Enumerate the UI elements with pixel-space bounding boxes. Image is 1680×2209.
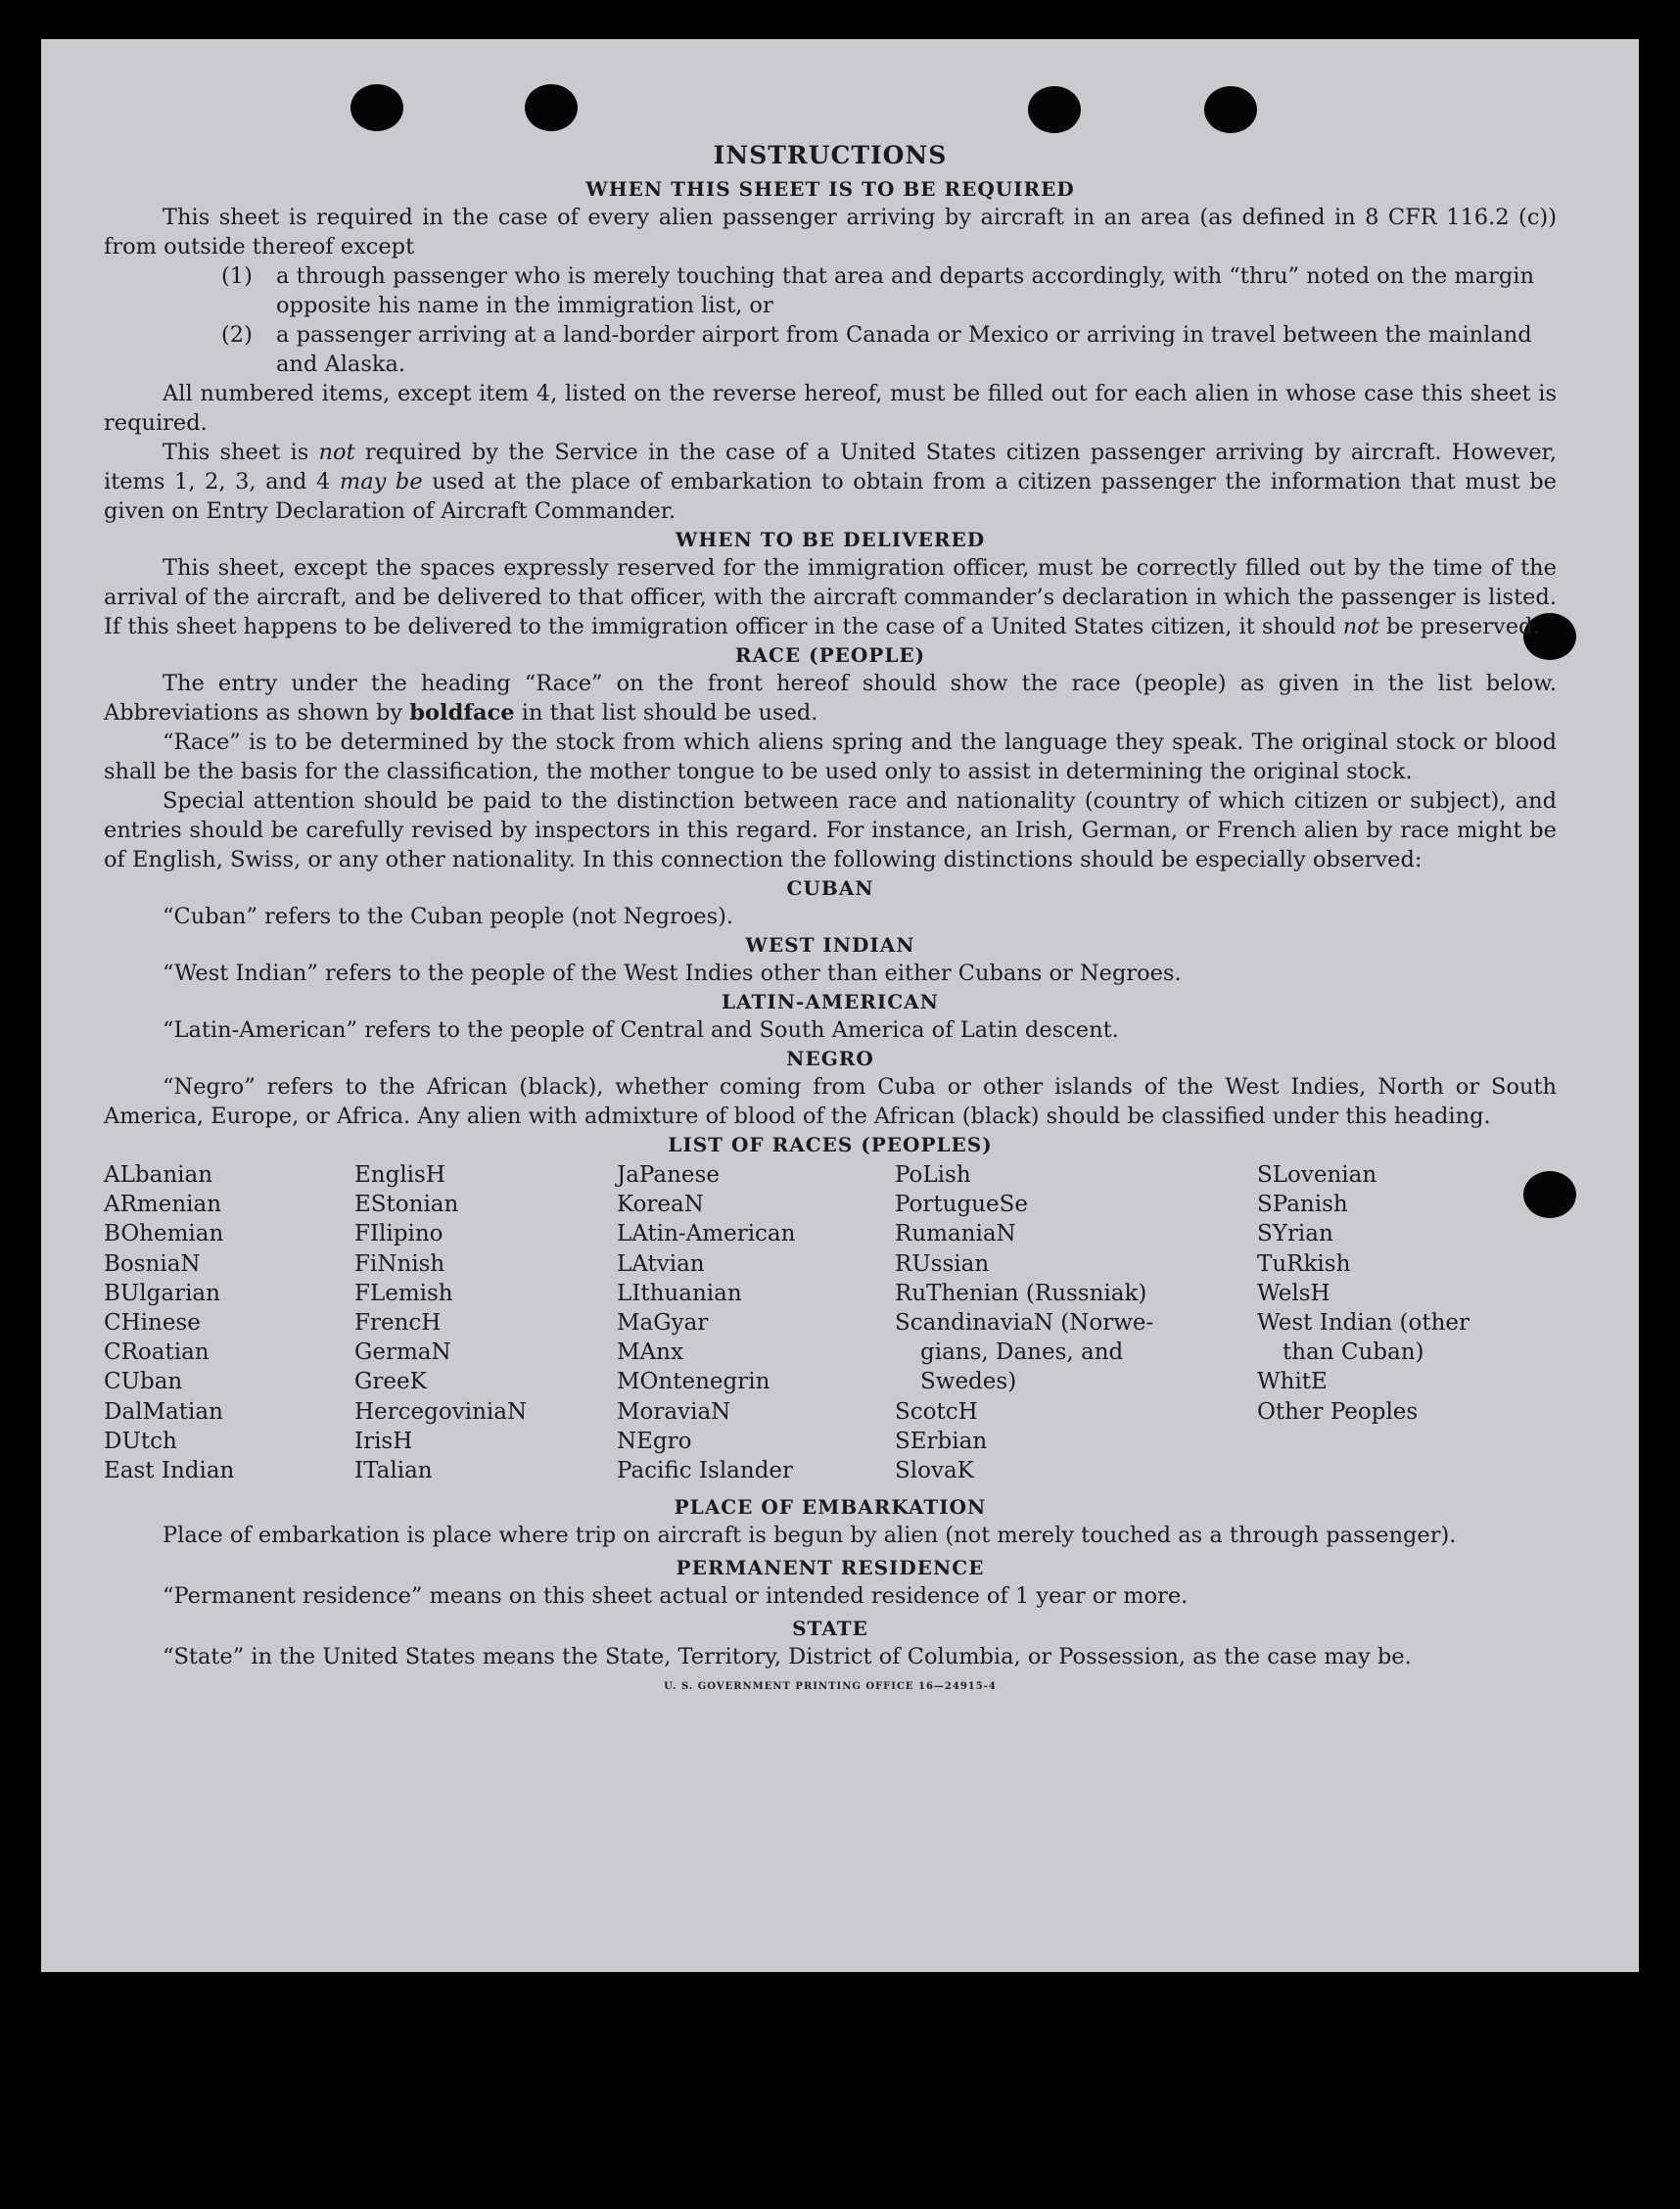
- item-number: (1): [221, 263, 253, 289]
- race-entry: East Indian: [104, 1458, 235, 1484]
- race-entry: PortugueSe: [895, 1192, 1028, 1218]
- race-entry: LIthuanian: [617, 1280, 742, 1306]
- paragraph: This sheet, except the spaces expressly reserved for the immigration officer, must be correctly filled out by the time of the arrival of the aircraft, and be delivered to that officer, with the aircraft commander’s declaration in which the passenger is listed. If this sheet happens to be delivered to the immigration officer in the case of a United States citizen, it should not be preserved.: [104, 555, 1557, 639]
- section-heading-required: WHEN THIS SHEET IS TO BE REQUIRED: [585, 177, 1075, 201]
- race-entry: SYrian: [1257, 1221, 1333, 1247]
- race-entry: EStonian: [354, 1192, 459, 1218]
- races-column: [895, 1160, 1257, 1485]
- instructions-document: [104, 104, 1557, 1692]
- race-entry: GermaN: [354, 1340, 451, 1366]
- section-heading-races: LIST OF RACES (PEOPLES): [668, 1133, 993, 1156]
- race-entry: RUssian: [895, 1250, 990, 1277]
- race-entry: MaGyar: [617, 1310, 709, 1337]
- race-entry: ITalian: [354, 1458, 433, 1484]
- race-entry: ARmenian: [104, 1192, 222, 1218]
- race-entry: IrisH: [354, 1428, 413, 1454]
- race-entry: CUban: [104, 1369, 183, 1395]
- race-entry: SLovenian: [1257, 1162, 1377, 1188]
- race-entry: Other Peoples: [1257, 1398, 1419, 1425]
- race-entry: MoraviaN: [617, 1398, 731, 1425]
- paragraph: Special attention should be paid to the distinction between race and nationality (country of which citizen or subject), and entries should be carefully revised by inspectors in this regard. For instance, an Irish, German, or French alien by race might be of English, Swiss, or any other nationality. In this connection the following distinctions should be especially observed:: [104, 788, 1557, 872]
- race-entry: RumaniaN: [895, 1221, 1016, 1247]
- race-entry: BUlgarian: [104, 1280, 220, 1306]
- paragraph: This sheet is required in the case of every alien passenger arriving by aircraft in an area (as defined in 8 CFR 116.2 (c)) from outside thereof except: [104, 205, 1557, 259]
- page-title: INSTRUCTIONS: [713, 141, 948, 169]
- item-text: a through passenger who is merely touching that area and departs accordingly, with “thru” noted on the margin opposite his name in the immigration list, or: [276, 263, 1534, 318]
- race-entry: ScotcH: [895, 1398, 978, 1425]
- paragraph: “Race” is to be determined by the stock from which aliens spring and the language they speak. The original stock or blood shall be the basis for the classification, the mother tongue to be used only to assist in determining the original stock.: [104, 729, 1557, 784]
- race-entry: GreeK: [354, 1369, 427, 1395]
- race-entry: gians, Danes, and: [920, 1340, 1124, 1366]
- race-entry: ALbanian: [104, 1162, 213, 1188]
- list-item: [104, 261, 1557, 320]
- race-entry: DUtch: [104, 1428, 177, 1454]
- paragraph: “Negro” refers to the African (black), whether coming from Cuba or other islands of the West Indies, North or South America, Europe, or Africa. Any alien with admixture of blood of the African (black) should be classified under this heading.: [104, 1074, 1557, 1129]
- race-entry: HercegoviniaN: [354, 1398, 528, 1425]
- race-entry: ScandinaviaN (Norwe-: [895, 1310, 1154, 1337]
- race-entry: NEgro: [617, 1428, 692, 1454]
- paragraph: “Permanent residence” means on this sheet actual or intended residence of 1 year or more.: [163, 1583, 1189, 1610]
- paragraph: All numbered items, except item 4, listed on the reverse hereof, must be filled out for each alien in whose case this sheet is required.: [104, 381, 1557, 436]
- section-heading-negro: NEGRO: [786, 1047, 874, 1070]
- race-entry: Pacific Islander: [617, 1458, 794, 1484]
- item-text: a passenger arriving at a land-border airport from Canada or Mexico or arriving in travel between the mainland and Alaska.: [276, 322, 1532, 377]
- section-heading-race: RACE (PEOPLE): [734, 643, 926, 667]
- race-entry: West Indian (other: [1257, 1310, 1470, 1337]
- race-entry: EnglisH: [354, 1162, 445, 1188]
- races-column: [104, 1160, 354, 1485]
- race-entry: KoreaN: [617, 1192, 704, 1218]
- section-heading-delivered: WHEN TO BE DELIVERED: [675, 528, 986, 551]
- race-entry: LAtvian: [617, 1250, 705, 1277]
- race-entry: FiNnish: [354, 1250, 445, 1277]
- item-number: (2): [221, 322, 253, 348]
- paragraph: The entry under the heading “Race” on the front hereof should show the race (people) as given in the list below. Abbreviations as shown by boldface in that list should be used.: [104, 671, 1557, 726]
- race-entry: JaPanese: [617, 1162, 720, 1188]
- race-entry: MOntenegrin: [617, 1369, 770, 1395]
- race-entry: PoLish: [895, 1162, 971, 1188]
- paragraph: “West Indian” refers to the people of the West Indies other than either Cubans or Negroes.: [163, 961, 1182, 986]
- races-column: [354, 1160, 617, 1485]
- race-entry: CRoatian: [104, 1340, 210, 1366]
- paragraph: “Cuban” refers to the Cuban people (not Negroes).: [163, 904, 734, 929]
- race-entry: FrencH: [354, 1310, 442, 1337]
- race-entry: TuRkish: [1257, 1250, 1351, 1277]
- race-entry: than Cuban): [1283, 1340, 1424, 1366]
- section-heading-cuban: CUBAN: [786, 876, 874, 900]
- printer-imprint: U. S. GOVERNMENT PRINTING OFFICE 16—24915-4: [664, 1681, 997, 1693]
- race-entry: SPanish: [1257, 1192, 1348, 1218]
- races-column: [1257, 1160, 1551, 1485]
- paragraph: “Latin-American” refers to the people of Central and South America of Latin descent.: [163, 1017, 1119, 1043]
- race-entry: BOhemian: [104, 1221, 224, 1247]
- section-heading-residence: PERMANENT RESIDENCE: [676, 1556, 985, 1580]
- section-heading-state: STATE: [792, 1617, 868, 1641]
- race-entry: BosniaN: [104, 1250, 201, 1277]
- paragraph: Place of embarkation is place where trip on aircraft is begun by alien (not merely touched as a through passenger).: [163, 1523, 1457, 1549]
- race-entry: SlovaK: [895, 1458, 974, 1484]
- race-entry: LAtin-American: [617, 1221, 796, 1247]
- list-item: [104, 320, 1557, 379]
- races-column: [617, 1160, 895, 1485]
- section-heading-embarkation: PLACE OF EMBARKATION: [674, 1495, 987, 1520]
- races-list: [104, 1160, 1557, 1485]
- paragraph: “State” in the United States means the State, Territory, District of Columbia, or Possession, as the case may be.: [163, 1644, 1412, 1670]
- section-heading-west-indian: WEST INDIAN: [745, 933, 915, 957]
- race-entry: RuThenian (Russniak): [895, 1280, 1147, 1306]
- section-heading-latin-american: LATIN-AMERICAN: [722, 990, 939, 1013]
- race-entry: DalMatian: [104, 1398, 223, 1425]
- race-entry: CHinese: [104, 1310, 201, 1337]
- race-entry: WhitE: [1257, 1369, 1328, 1395]
- paragraph: This sheet is not required by the Service in the case of a United States citizen passenger arriving by aircraft. However, items 1, 2, 3, and 4 may be used at the place of embarkation to obtain from a citizen passenger the information that must be given on Entry Declaration of Aircraft Commander.: [104, 440, 1557, 524]
- race-entry: SErbian: [895, 1428, 988, 1454]
- race-entry: MAnx: [617, 1340, 683, 1366]
- race-entry: FLemish: [354, 1280, 453, 1306]
- race-entry: FIlipino: [354, 1221, 443, 1247]
- race-entry: WelsH: [1257, 1280, 1330, 1306]
- race-entry: Swedes): [920, 1369, 1017, 1395]
